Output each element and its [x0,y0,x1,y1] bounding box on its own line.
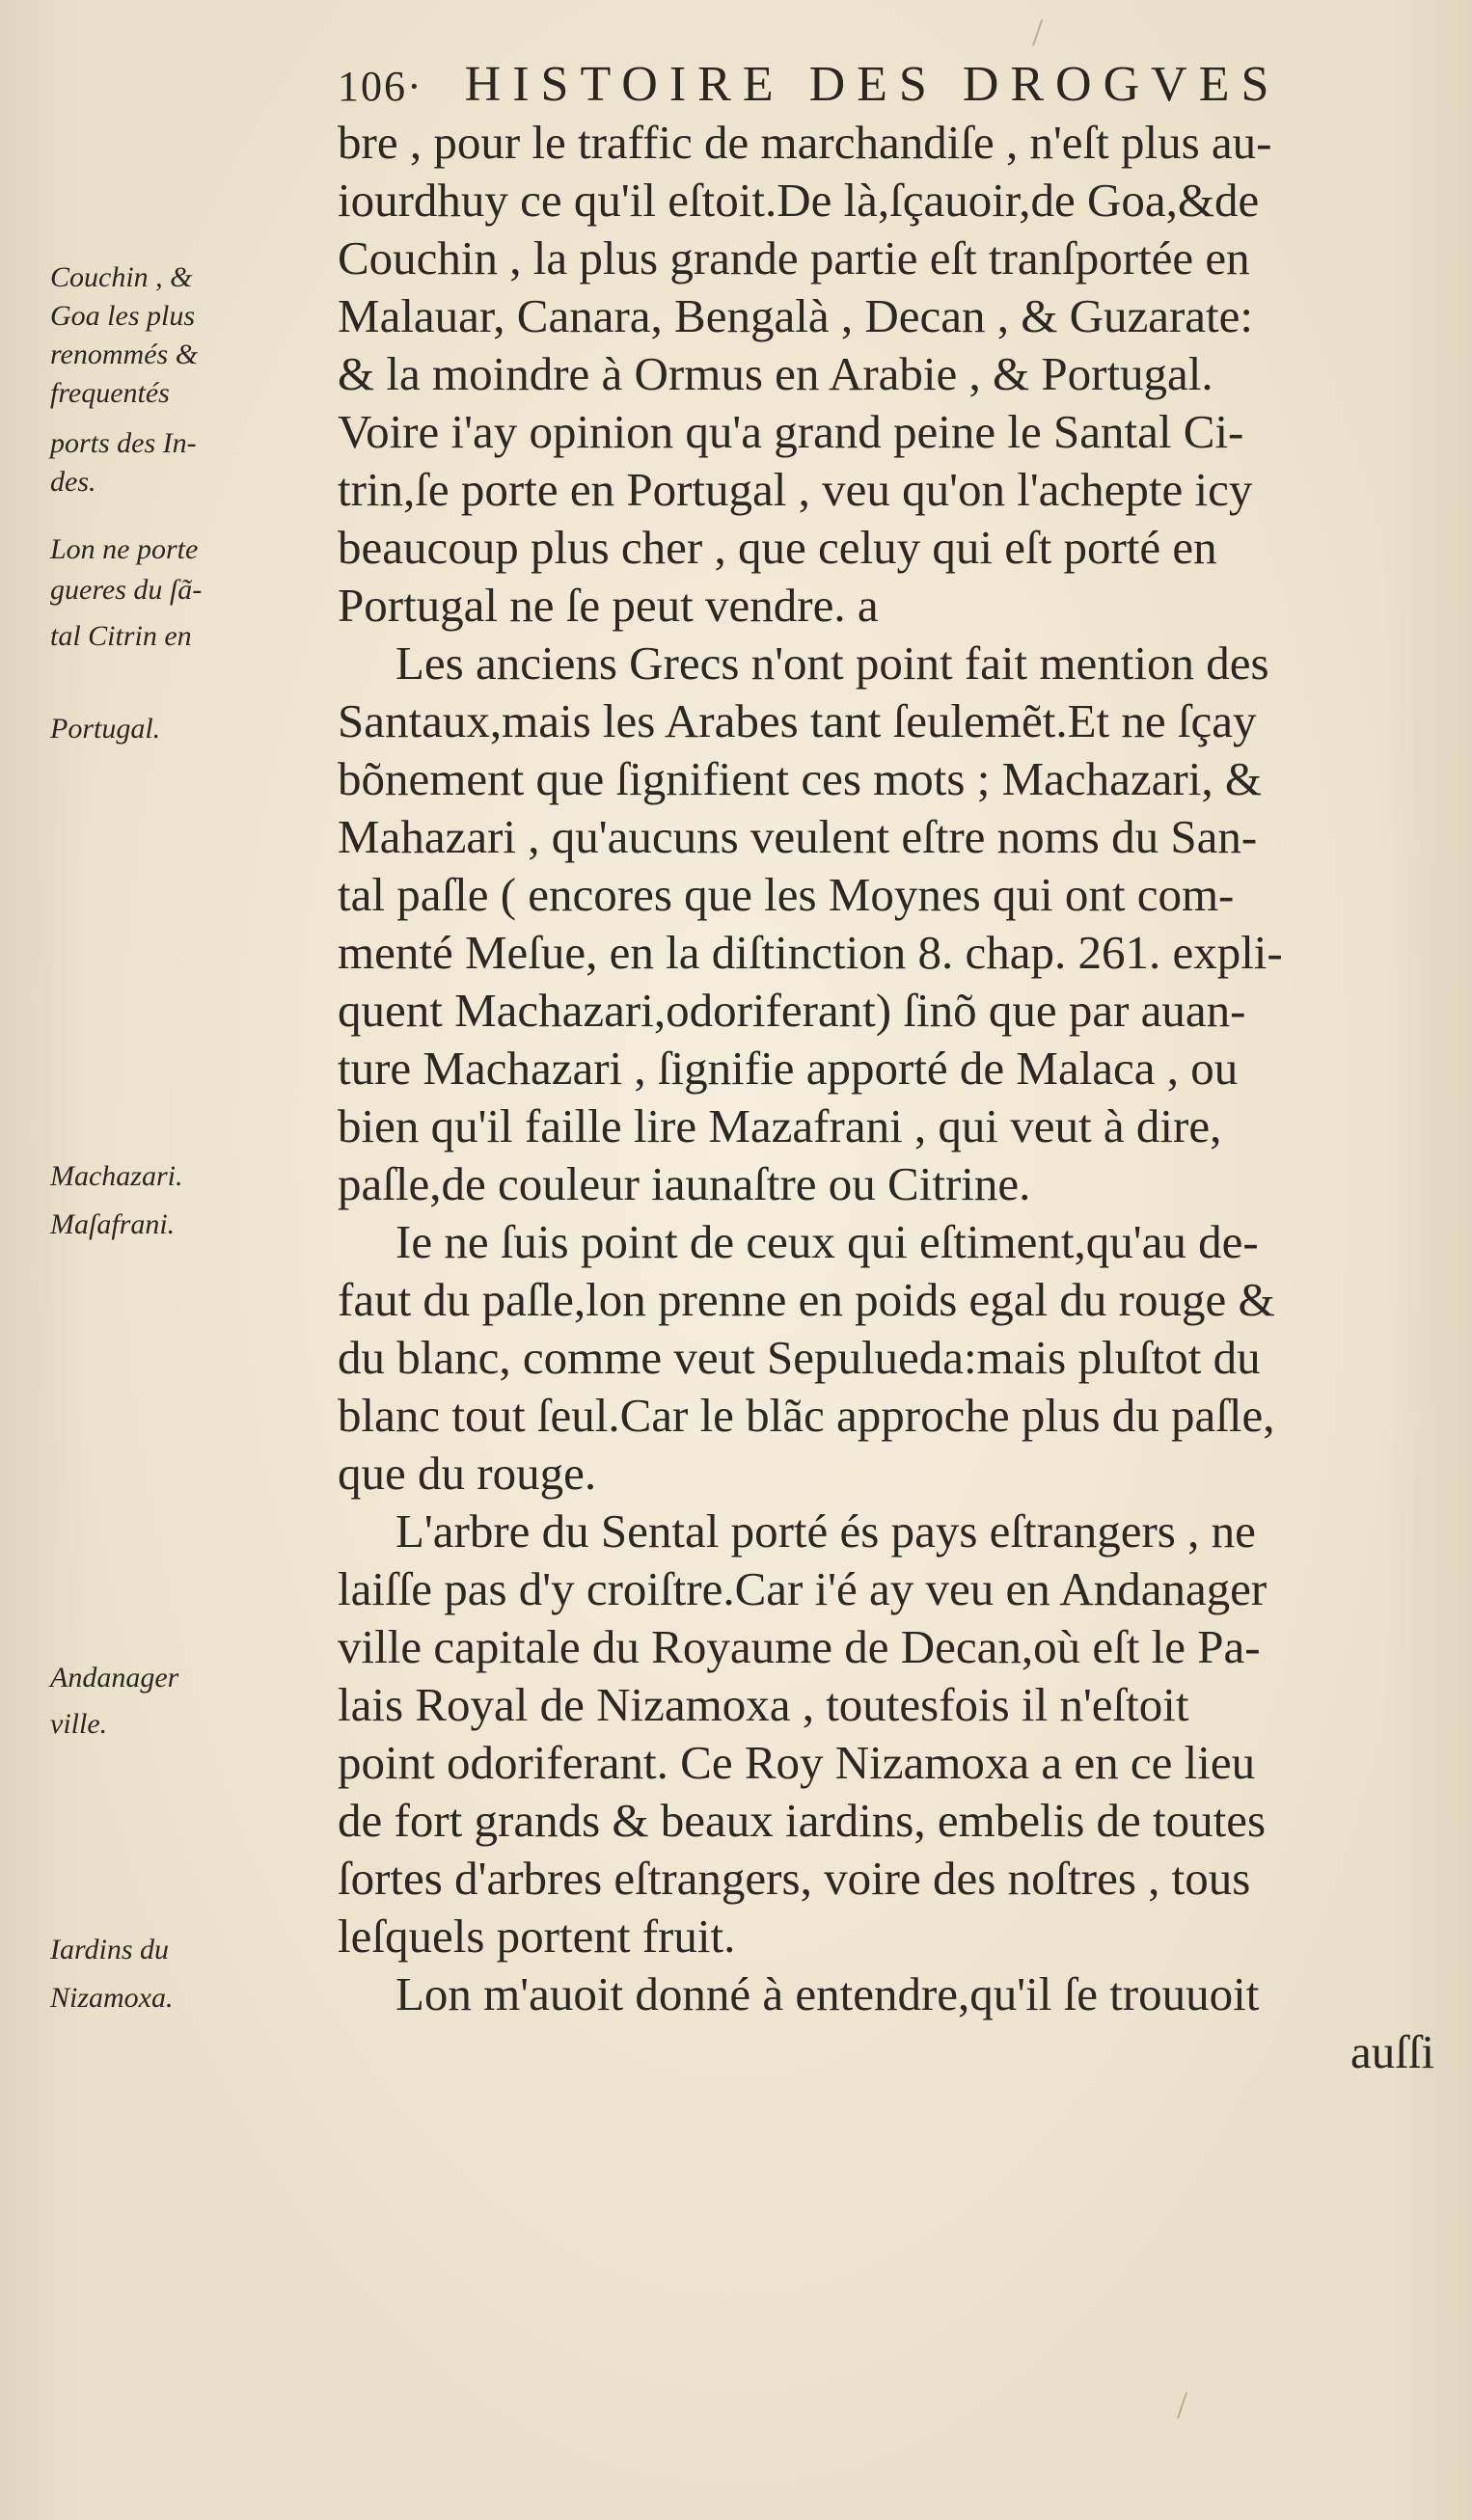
text-line: bien qu'il faille lire Mazafrani , qui veut à dire, [338,1099,1222,1152]
text-line: Couchin , la plus grande partie eſt tranſportée en [338,231,1250,285]
text-line: Mahazari , qu'aucuns veulent eſtre noms du San- [338,810,1258,863]
margin-notes [50,0,340,2520]
margin-note: Andanager [50,1662,179,1694]
text-line: laiſſe pas d'y croiſtre.Car i'é ay veu en Andanager [338,1562,1268,1615]
margin-note: Lon ne porte [50,533,199,565]
text-line: trin,ſe porte en Portugal , veu qu'on l'achepte icy [338,463,1253,516]
text-line: leſquels portent fruit. [338,1910,736,1963]
text-line: Malauar, Canara, Bengalà , Decan , & Guzarate: [338,289,1253,342]
text-line: du blanc, comme veut Sepulueda:mais pluſtot du [338,1331,1261,1384]
text-line: Les anciens Grecs n'ont point fait mention des [395,637,1269,690]
running-title: HISTOIRE DES DROGVES [464,57,1281,112]
catchword: auſſi [1350,2025,1435,2078]
margin-note: frequentés [50,377,170,409]
margin-note: Iardins du [50,1934,170,1965]
margin-note: ports des In- [50,427,197,459]
text-line: tal paſle ( encores que les Moynes qui ont com- [338,868,1235,921]
text-line: Santaux,mais les Arabes tant ſeulemẽt.Et ne ſçay [338,694,1257,747]
margin-note: Couchin , & [50,261,193,293]
paper-mark: / [1177,2383,1188,2426]
text-line: bre , pour le traffic de marchandiſe , n'eſt plus au- [338,116,1272,169]
margin-note: Machazari. [50,1160,183,1192]
text-line: bõnement que ſignifient ces mots ; Machazari, & [338,752,1262,805]
margin-note: Nizamoxa. [50,1982,174,2014]
margin-note: gueres du ſã- [50,574,203,606]
text-line: menté Meſue, en la diſtinction 8. chap. 261. expli- [338,926,1283,979]
paper-mark: / [1032,11,1044,54]
margin-note: Goa les plus [50,300,195,332]
text-line: blanc tout ſeul.Car le blãc approche plus du paſle, [338,1389,1275,1442]
margin-note: renommés & [50,339,199,370]
text-line: Ie ne ſuis point de ceux qui eſtiment,qu'au de- [395,1215,1259,1268]
margin-note: des. [50,466,96,498]
text-line: ſortes d'arbres eſtrangers, voire des noſtres , tous [338,1852,1251,1905]
text-line: quent Machazari,odoriferant) ſinõ que par auan- [338,984,1246,1037]
text-line: L'arbre du Sental porté és pays eſtrangers , ne [395,1504,1256,1558]
text-line: lais Royal de Nizamoxa , toutesfois il n'eſtoit [338,1678,1189,1731]
text-line: de fort grands & beaux iardins, embelis de toutes [338,1794,1267,1847]
text-line: que du rouge. [338,1447,597,1500]
text-line: iourdhuy ce qu'il eſtoit.De là,ſçauoir,de Goa,&de [338,174,1260,227]
margin-note: ville. [50,1708,108,1740]
text-line: point odoriferant. Ce Roy Nizamoxa a en ce lieu [338,1736,1256,1789]
text-line: Lon m'auoit donné à entendre,qu'il ſe trouuoit [395,1967,1260,2020]
text-line: Voire i'ay opinion qu'a grand peine le Santal Ci- [338,405,1244,458]
text-line: & la moindre à Ormus en Arabie , & Portugal. [338,347,1213,400]
text-line: beaucoup plus cher , que celuy qui eſt porté en [338,521,1217,574]
text-line: Portugal ne ſe peut vendre. a [338,579,879,632]
page-number: 106· [338,63,423,110]
running-header [338,56,1399,114]
text-line: ture Machazari , ſignifie apporté de Malaca , ou [338,1042,1239,1095]
margin-note: Maſafrani. [50,1208,176,1240]
text-line: faut du paſle,lon prenne en poids egal du rouge & [338,1273,1275,1326]
margin-note: tal Citrin en [50,620,192,652]
text-line: paſle,de couleur iaunaſtre ou Citrine. [338,1157,1031,1210]
margin-note: Portugal. [50,713,161,745]
text-line: ville capitale du Royaume de Decan,où eſt le Pa- [338,1620,1261,1673]
